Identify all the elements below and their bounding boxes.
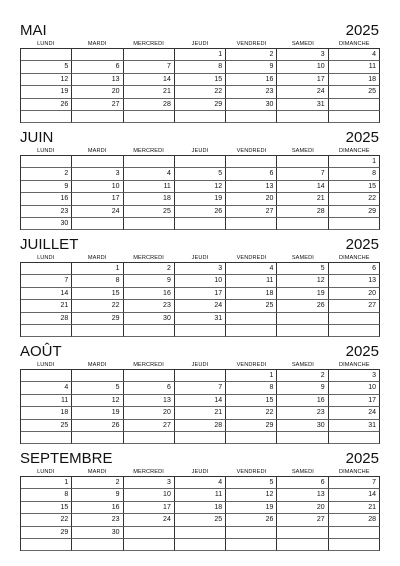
month-block	[20, 343, 380, 444]
day-cell: 29	[21, 527, 72, 539]
day-cell: 10	[124, 489, 175, 501]
day-cell: 20	[124, 407, 175, 419]
weekday-label: DIMANCHE	[338, 469, 370, 475]
day-cell: 4	[175, 477, 226, 489]
day-cell: 24	[72, 206, 123, 218]
weekday-label: DIMANCHE	[338, 41, 370, 47]
weekday-label: DIMANCHE	[338, 255, 370, 261]
day-cell: 5	[226, 477, 277, 489]
day-cell: 17	[175, 288, 226, 300]
day-cell: 20	[329, 288, 380, 300]
day-cell: 8	[21, 489, 72, 501]
day-cell: 25	[175, 514, 226, 526]
day-cell	[329, 527, 380, 539]
month-block	[20, 22, 380, 123]
day-cell: 25	[329, 86, 380, 98]
day-cell: 30	[72, 527, 123, 539]
day-cell	[72, 49, 123, 61]
month-header	[20, 343, 380, 361]
day-cell: 13	[124, 395, 175, 407]
day-cell: 18	[124, 193, 175, 205]
day-cell: 3	[124, 477, 175, 489]
day-cell: 6	[226, 168, 277, 180]
month-name: SEPTEMBRE	[20, 450, 113, 467]
day-cell	[72, 325, 123, 337]
day-cell: 15	[72, 288, 123, 300]
day-cell	[21, 49, 72, 61]
day-cell: 2	[277, 370, 328, 382]
month-header	[20, 129, 380, 147]
day-cell: 21	[21, 300, 72, 312]
day-cell: 18	[329, 74, 380, 86]
day-cell	[72, 218, 123, 230]
day-cell: 26	[226, 514, 277, 526]
day-cell: 10	[175, 275, 226, 287]
weekday-label: SAMEDI	[291, 255, 314, 261]
day-cell: 9	[124, 275, 175, 287]
day-cell	[72, 111, 123, 123]
day-cell: 7	[124, 61, 175, 73]
day-cell	[175, 539, 226, 551]
day-cell: 16	[124, 288, 175, 300]
day-cell: 23	[277, 407, 328, 419]
day-cell: 29	[175, 99, 226, 111]
day-cell	[277, 111, 328, 123]
day-cell	[21, 263, 72, 275]
month-block	[20, 129, 380, 230]
day-cell: 24	[124, 514, 175, 526]
day-cell: 12	[277, 275, 328, 287]
day-cell: 8	[175, 61, 226, 73]
day-cell: 25	[226, 300, 277, 312]
day-cell: 3	[329, 370, 380, 382]
day-cell	[226, 313, 277, 325]
day-cell: 27	[72, 99, 123, 111]
weekday-header-row	[20, 254, 380, 262]
weekday-label: VENDREDI	[236, 41, 267, 47]
day-cell: 20	[226, 193, 277, 205]
day-cell	[175, 432, 226, 444]
day-cell: 4	[124, 168, 175, 180]
day-cell	[226, 111, 277, 123]
day-cell: 26	[72, 420, 123, 432]
day-cell	[21, 539, 72, 551]
weekday-label: MARDI	[87, 362, 107, 368]
day-cell	[175, 370, 226, 382]
day-cell: 22	[226, 407, 277, 419]
day-cell	[329, 99, 380, 111]
day-cell: 22	[21, 514, 72, 526]
day-cell: 21	[124, 86, 175, 98]
day-cell: 11	[21, 395, 72, 407]
weekday-label: MARDI	[87, 469, 107, 475]
day-cell: 12	[226, 489, 277, 501]
month-name: JUIN	[20, 129, 54, 146]
day-cell: 2	[21, 168, 72, 180]
day-cell	[226, 539, 277, 551]
day-grid	[20, 155, 380, 230]
day-cell: 18	[21, 407, 72, 419]
weekday-label: MERCREDI	[133, 148, 164, 154]
weekday-label: LUNDI	[37, 41, 55, 47]
day-cell: 3	[175, 263, 226, 275]
day-cell: 21	[175, 407, 226, 419]
day-cell	[124, 432, 175, 444]
weekday-label: LUNDI	[37, 362, 55, 368]
day-cell	[226, 527, 277, 539]
weekday-label: DIMANCHE	[338, 148, 370, 154]
day-cell: 20	[72, 86, 123, 98]
month-name: AOÛT	[20, 343, 62, 360]
day-cell: 24	[175, 300, 226, 312]
day-cell: 22	[72, 300, 123, 312]
day-cell	[226, 218, 277, 230]
day-cell: 4	[329, 49, 380, 61]
day-cell: 29	[226, 420, 277, 432]
weekday-header-row	[20, 40, 380, 48]
day-cell: 4	[21, 382, 72, 394]
weekday-label: MERCREDI	[133, 469, 164, 475]
day-cell: 25	[124, 206, 175, 218]
day-cell: 26	[21, 99, 72, 111]
day-cell: 23	[21, 206, 72, 218]
day-cell	[277, 313, 328, 325]
day-cell: 30	[21, 218, 72, 230]
day-cell: 8	[226, 382, 277, 394]
day-cell: 1	[175, 49, 226, 61]
day-cell: 2	[124, 263, 175, 275]
month-year: 2025	[345, 22, 379, 39]
day-cell	[226, 156, 277, 168]
day-cell: 9	[72, 489, 123, 501]
day-cell: 1	[226, 370, 277, 382]
day-cell: 19	[226, 502, 277, 514]
day-cell	[329, 539, 380, 551]
weekday-label: MERCREDI	[133, 255, 164, 261]
day-cell	[124, 111, 175, 123]
day-cell: 7	[175, 382, 226, 394]
month-block	[20, 450, 380, 551]
day-cell: 16	[277, 395, 328, 407]
day-cell	[72, 156, 123, 168]
day-cell: 22	[329, 193, 380, 205]
day-cell: 26	[175, 206, 226, 218]
month-header	[20, 236, 380, 254]
day-cell: 9	[277, 382, 328, 394]
day-cell: 23	[124, 300, 175, 312]
day-cell: 19	[21, 86, 72, 98]
day-cell	[124, 218, 175, 230]
weekday-header-row	[20, 468, 380, 476]
day-cell	[21, 370, 72, 382]
day-cell: 27	[124, 420, 175, 432]
day-cell: 14	[277, 181, 328, 193]
weekday-label: VENDREDI	[236, 255, 267, 261]
day-cell: 26	[277, 300, 328, 312]
day-cell: 17	[329, 395, 380, 407]
weekday-label: LUNDI	[37, 469, 55, 475]
day-cell	[277, 527, 328, 539]
day-cell: 5	[175, 168, 226, 180]
day-grid	[20, 369, 380, 444]
month-year: 2025	[345, 236, 379, 253]
day-cell: 3	[277, 49, 328, 61]
day-cell	[226, 325, 277, 337]
day-cell: 15	[21, 502, 72, 514]
day-cell	[175, 218, 226, 230]
day-cell: 19	[175, 193, 226, 205]
day-cell	[124, 527, 175, 539]
day-cell	[124, 539, 175, 551]
day-cell	[124, 49, 175, 61]
day-cell: 27	[329, 300, 380, 312]
day-cell: 1	[21, 477, 72, 489]
day-cell: 12	[72, 395, 123, 407]
day-cell: 29	[329, 206, 380, 218]
day-cell: 24	[329, 407, 380, 419]
day-cell: 22	[175, 86, 226, 98]
day-cell: 8	[72, 275, 123, 287]
day-cell	[175, 156, 226, 168]
day-cell	[21, 432, 72, 444]
day-cell: 21	[277, 193, 328, 205]
day-cell: 8	[329, 168, 380, 180]
weekday-label: VENDREDI	[236, 362, 267, 368]
day-cell: 21	[329, 502, 380, 514]
day-cell: 25	[21, 420, 72, 432]
day-cell: 28	[175, 420, 226, 432]
day-cell: 15	[329, 181, 380, 193]
day-cell: 31	[329, 420, 380, 432]
day-cell: 1	[72, 263, 123, 275]
month-year: 2025	[345, 129, 379, 146]
weekday-label: SAMEDI	[291, 469, 314, 475]
day-cell: 27	[226, 206, 277, 218]
day-cell: 11	[175, 489, 226, 501]
day-cell	[329, 111, 380, 123]
weekday-header-row	[20, 147, 380, 155]
day-cell: 11	[124, 181, 175, 193]
day-cell: 14	[175, 395, 226, 407]
day-cell: 12	[21, 74, 72, 86]
day-cell: 6	[72, 61, 123, 73]
day-cell: 5	[21, 61, 72, 73]
month-year: 2025	[345, 343, 379, 360]
day-cell: 13	[72, 74, 123, 86]
weekday-label: VENDREDI	[236, 469, 267, 475]
month-header	[20, 22, 380, 40]
day-cell: 19	[277, 288, 328, 300]
day-cell	[72, 432, 123, 444]
day-cell: 5	[277, 263, 328, 275]
day-cell: 17	[72, 193, 123, 205]
day-cell: 14	[329, 489, 380, 501]
weekday-label: SAMEDI	[291, 362, 314, 368]
day-cell: 10	[277, 61, 328, 73]
weekday-label: LUNDI	[37, 148, 55, 154]
day-cell	[277, 218, 328, 230]
day-cell: 28	[277, 206, 328, 218]
day-cell: 20	[277, 502, 328, 514]
day-cell	[72, 370, 123, 382]
day-cell: 7	[277, 168, 328, 180]
month-header	[20, 450, 380, 468]
day-cell	[226, 432, 277, 444]
day-cell: 13	[329, 275, 380, 287]
day-cell	[21, 325, 72, 337]
day-cell: 9	[226, 61, 277, 73]
day-cell: 23	[226, 86, 277, 98]
day-grid	[20, 476, 380, 551]
day-cell	[329, 313, 380, 325]
day-cell: 1	[329, 156, 380, 168]
day-cell: 7	[21, 275, 72, 287]
weekday-label: JEUDI	[191, 41, 209, 47]
day-cell: 7	[329, 477, 380, 489]
day-cell: 24	[277, 86, 328, 98]
day-cell: 6	[329, 263, 380, 275]
day-cell: 18	[226, 288, 277, 300]
day-cell: 13	[226, 181, 277, 193]
day-cell: 16	[72, 502, 123, 514]
weekday-label: MERCREDI	[133, 362, 164, 368]
day-cell	[124, 156, 175, 168]
day-cell: 30	[277, 420, 328, 432]
day-cell: 16	[226, 74, 277, 86]
day-cell: 11	[226, 275, 277, 287]
day-cell: 11	[329, 61, 380, 73]
day-cell: 29	[72, 313, 123, 325]
day-cell: 6	[124, 382, 175, 394]
day-cell: 10	[329, 382, 380, 394]
weekday-label: MERCREDI	[133, 41, 164, 47]
month-name: MAI	[20, 22, 47, 39]
day-cell	[175, 325, 226, 337]
day-cell: 16	[21, 193, 72, 205]
month-year: 2025	[345, 450, 379, 467]
day-cell: 17	[277, 74, 328, 86]
day-cell: 10	[72, 181, 123, 193]
weekday-label: JEUDI	[191, 255, 209, 261]
day-cell: 13	[277, 489, 328, 501]
day-cell: 4	[226, 263, 277, 275]
day-cell	[72, 539, 123, 551]
day-grid	[20, 48, 380, 123]
day-cell: 28	[329, 514, 380, 526]
day-cell	[277, 325, 328, 337]
weekday-label: DIMANCHE	[338, 362, 370, 368]
day-cell: 30	[124, 313, 175, 325]
day-cell: 12	[175, 181, 226, 193]
month-block	[20, 236, 380, 337]
day-cell: 23	[72, 514, 123, 526]
weekday-label: SAMEDI	[291, 41, 314, 47]
day-cell: 14	[124, 74, 175, 86]
weekday-label: SAMEDI	[291, 148, 314, 154]
weekday-label: MARDI	[87, 255, 107, 261]
day-cell	[329, 325, 380, 337]
month-name: JUILLET	[20, 236, 79, 253]
day-cell	[277, 432, 328, 444]
day-cell: 6	[277, 477, 328, 489]
day-cell	[21, 156, 72, 168]
day-cell: 14	[21, 288, 72, 300]
day-cell	[277, 156, 328, 168]
day-cell: 9	[21, 181, 72, 193]
weekday-label: JEUDI	[191, 362, 209, 368]
day-cell: 18	[175, 502, 226, 514]
weekday-label: JEUDI	[191, 469, 209, 475]
day-cell: 28	[21, 313, 72, 325]
day-cell: 17	[124, 502, 175, 514]
day-cell: 31	[277, 99, 328, 111]
day-cell: 5	[72, 382, 123, 394]
day-cell	[329, 432, 380, 444]
day-cell	[175, 527, 226, 539]
day-cell: 2	[72, 477, 123, 489]
day-cell: 28	[124, 99, 175, 111]
day-cell: 15	[226, 395, 277, 407]
weekday-header-row	[20, 361, 380, 369]
weekday-label: MARDI	[87, 41, 107, 47]
day-cell: 3	[72, 168, 123, 180]
weekday-label: JEUDI	[191, 148, 209, 154]
day-cell: 30	[226, 99, 277, 111]
day-cell: 19	[72, 407, 123, 419]
weekday-label: VENDREDI	[236, 148, 267, 154]
day-cell	[277, 539, 328, 551]
day-cell: 27	[277, 514, 328, 526]
weekday-label: MARDI	[87, 148, 107, 154]
day-grid	[20, 262, 380, 337]
day-cell	[329, 218, 380, 230]
day-cell: 15	[175, 74, 226, 86]
day-cell	[124, 325, 175, 337]
day-cell	[175, 111, 226, 123]
day-cell: 31	[175, 313, 226, 325]
day-cell	[124, 370, 175, 382]
day-cell	[21, 111, 72, 123]
day-cell: 2	[226, 49, 277, 61]
weekday-label: LUNDI	[37, 255, 55, 261]
